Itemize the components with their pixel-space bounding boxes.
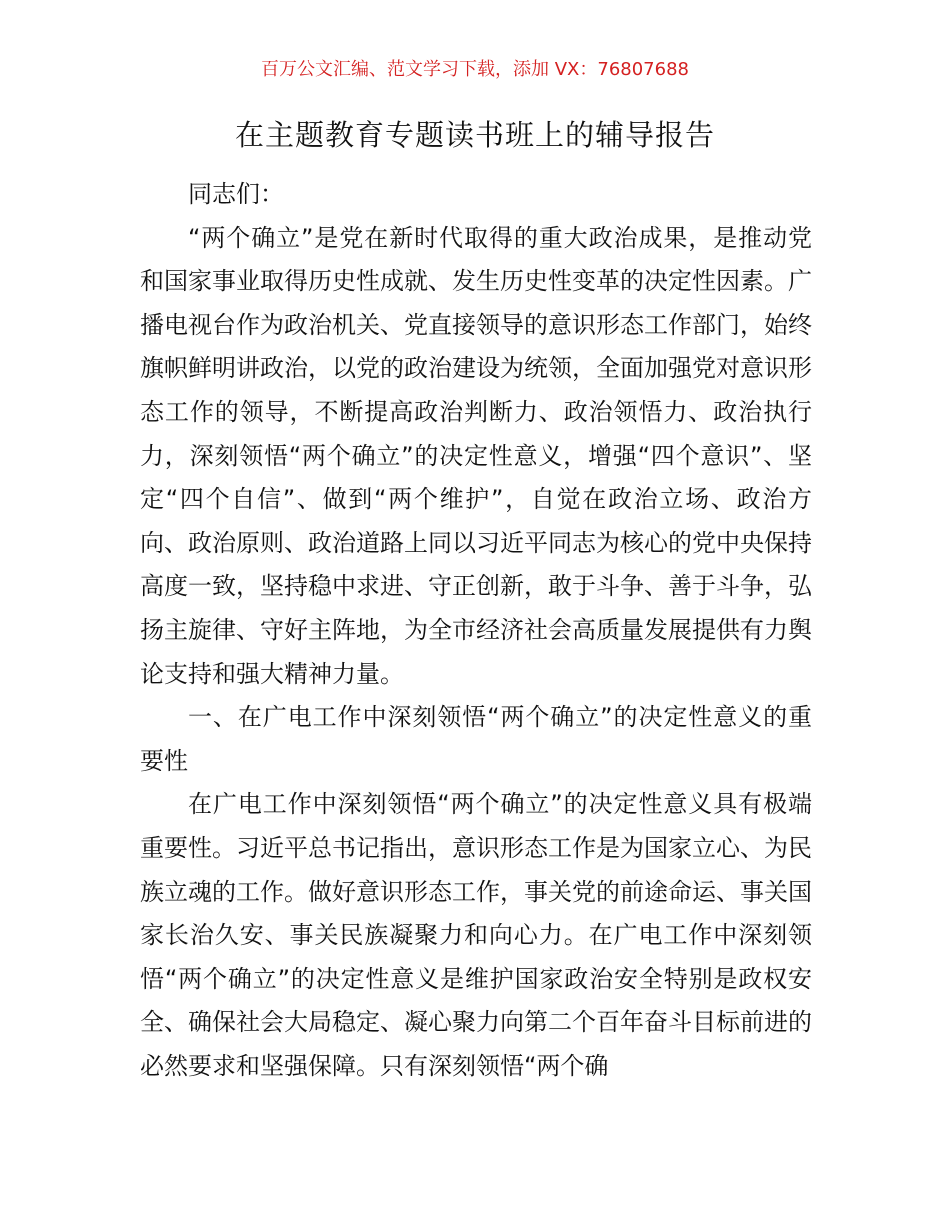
section-heading: 一、在广电工作中深刻领悟“两个确立”的决定性意义的重要性 [140, 703, 812, 775]
watermark-header: 百万公文汇编、范文学习下载，添加 VX：76807688 [261, 59, 689, 80]
document-body [140, 173, 812, 1088]
document-title: 在主题教育专题读书班上的辅导报告 [234, 118, 715, 152]
salutation: 同志们： [188, 180, 284, 208]
body-paragraph: 在广电工作中深刻领悟“两个确立”的决定性意义具有极端重要性。习近平总书记指出，意识形态工作是为国家立心、为民族立魂的工作。做好意识形态工作，事关党的前途命运、事关国家长治久安、事关民族凝聚力和向心力。在广电工作中深刻领悟“两个确立”的决定性意义是维护国家政治安全特别是政权安全、确保社会大局稳定、凝心聚力向第二个百年奋斗目标前进的必然要求和坚强保障。只有深刻领悟“两个确 [140, 790, 812, 1080]
body-paragraph: “两个确立”是党在新时代取得的重大政治成果，是推动党和国家事业取得历史性成就、发生历史性变革的决定性因素。广播电视台作为政治机关、党直接领导的意识形态工作部门，始终旗帜鲜明讲政治，以党的政治建设为统领，全面加强党对意识形态工作的领导，不断提高政治判断力、政治领悟力、政治执行力，深刻领悟“两个确立”的决定性意义，增强“四个意识”、坚定“四个自信”、做到“两个维护”，自觉在政治立场、政治方向、政治原则、政治道路上同以习近平同志为核心的党中央保持高度一致，坚持稳中求进、守正创新，敢于斗争、善于斗争，弘扬主旋律、守好主阵地，为全市经济社会高质量发展提供有力舆论支持和强大精神力量。 [140, 223, 812, 688]
